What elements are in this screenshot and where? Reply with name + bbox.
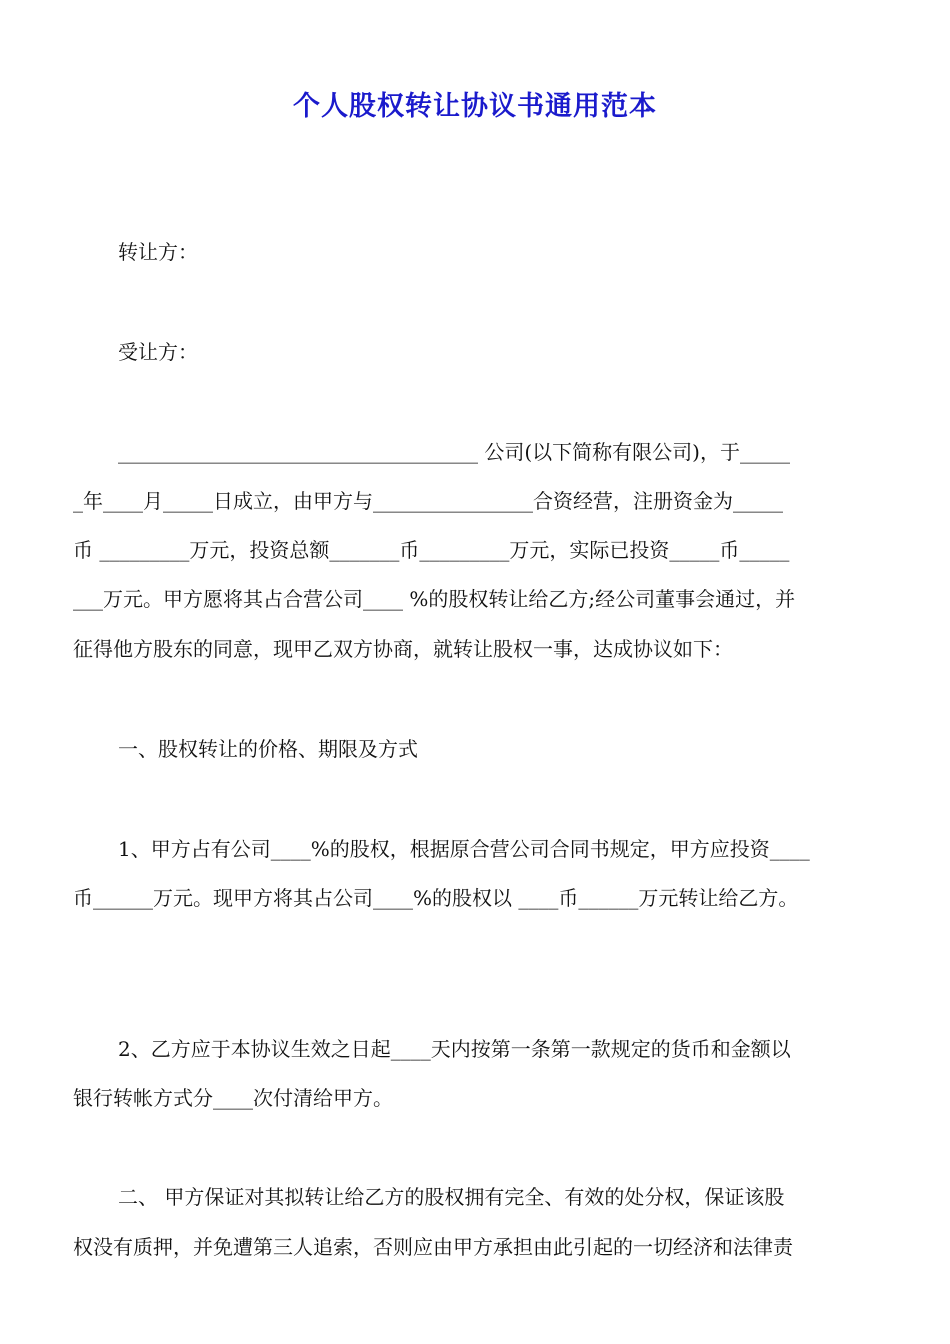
intro-line: ____________________________________ 公司(以下简称有限公司)，于_____ (118, 440, 790, 464)
clause-1-line: 币______万元。现甲方将其占公司____%的股权以 ____币______万元转让给乙方。 (73, 886, 799, 910)
clause-2-line: 银行转帐方式分____次付清给甲方。 (73, 1086, 393, 1110)
intro-line: 征得他方股东的同意，现甲乙双方协商，就转让股权一事，达成协议如下： (73, 637, 733, 661)
transferee-label: 受让方： (118, 340, 198, 364)
transferor-label: 转让方： (118, 240, 198, 264)
intro-line: _年____月_____日成立，由甲方与________________合资经营，注册资金为_____ (73, 489, 783, 513)
document-title: 个人股权转让协议书通用范本 (293, 91, 657, 122)
intro-line: 币 _________万元，投资总额_______币_________万元，实际已投资_____币_____ (73, 538, 790, 562)
clause-1-line: 1、甲方占有公司____%的股权，根据原合营公司合同书规定，甲方应投资____ (118, 837, 810, 861)
clause-2-line: 2、乙方应于本协议生效之日起____天内按第一条第一款规定的货币和金额以 (118, 1037, 791, 1061)
intro-line: ___万元。甲方愿将其占合营公司____ %的股权转让给乙方;经公司董事会通过，并 (73, 587, 796, 611)
section-2-line: 权没有质押，并免遭第三人追索，否则应由甲方承担由此引起的一切经济和法律责 (73, 1235, 793, 1259)
section-1-heading: 一、股权转让的价格、期限及方式 (118, 737, 418, 761)
section-2-line: 二、 甲方保证对其拟转让给乙方的股权拥有完全、有效的处分权，保证该股 (118, 1185, 785, 1209)
